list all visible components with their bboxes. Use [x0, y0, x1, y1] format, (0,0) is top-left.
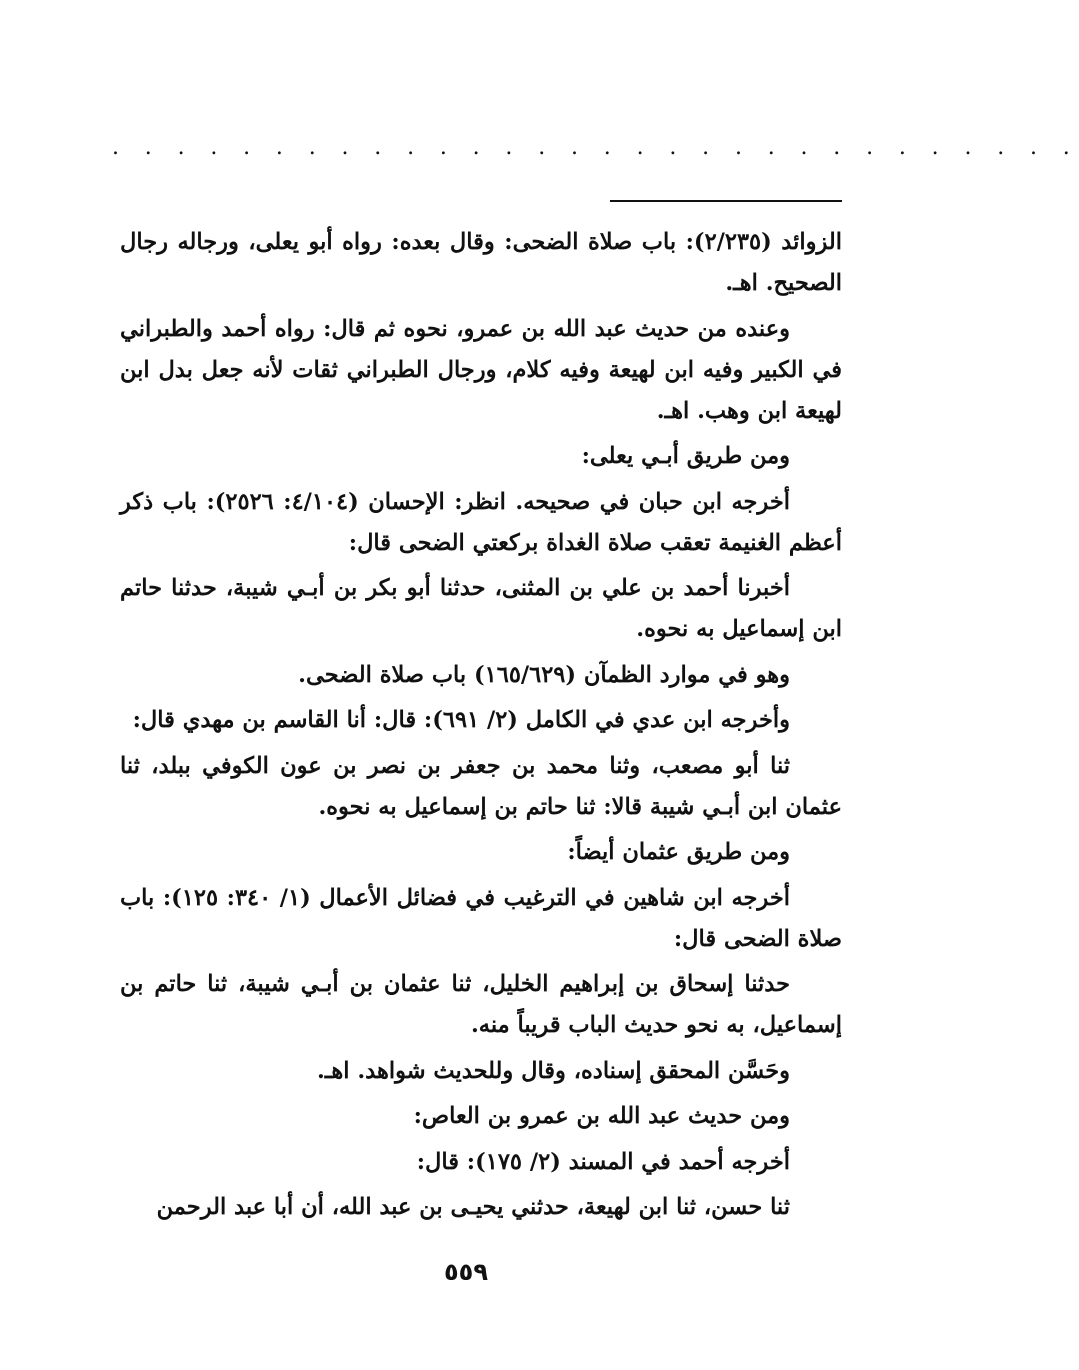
paragraph-ibn-hibban-citation: أخرجه ابن حبان في صحيحه. انظر: الإحسان (٤/١٠٤: ٢٥٢٦): باب ذكر أعظم الغنيمة تعقب صلاة الغداة بركعتي الضحى قال: [120, 488, 842, 556]
paragraph-ibn-shahin-isnad: حدثنا إسحاق بن إبراهيم الخليل، ثنا عثمان بن أبـي شيبة، ثنا حاتم بن إسماعيل، به نحو حديث الباب قريباً منه. [120, 971, 842, 1038]
paragraph-ahmad-isnad: ثنا حسن، ثنا ابن لهيعة، حدثني يحيـى بن عبد الله، أن أبا عبد الرحمن [156, 1194, 790, 1220]
page-number: ٥٥٩ [444, 1258, 488, 1286]
paragraph-mawarid-reference: وهو في موارد الظمآن (١٦٥/٦٢٩) باب صلاة الضحى. [298, 661, 790, 688]
paragraph-abu-yala-route-heading: ومن طريق أبـي يعلى: [581, 443, 790, 469]
paragraph-ibn-adi-citation: وأخرجه ابن عدي في الكامل (٢/ ٦٩١): قال: أنا القاسم بن مهدي قال: [132, 707, 790, 733]
paragraph-ibn-shahin-citation: أخرجه ابن شاهين في الترغيب في فضائل الأعمال (١/ ٣٤٠: ١٢٥): باب صلاة الضحى قال: [120, 884, 842, 952]
paragraph-zawaid-reference: الزوائد (٢/٢٣٥): باب صلاة الضحى: وقال بعده: رواه أبو يعلى، ورجاله رجال الصحيح. اهـ. [120, 229, 842, 296]
paragraph-uthman-route-heading: ومن طريق عثمان أيضاً: [567, 839, 790, 865]
page-body-text [120, 222, 842, 1233]
paragraph-muhaqqiq-grading: وحَسَّن المحقق إسناده، وقال وللحديث شواهد. اهـ. [316, 1057, 790, 1084]
paragraph-abdullah-ibn-amr-narration: وعنده من حديث عبد الله بن عمرو، نحوه ثم قال: رواه أحمد والطبراني في الكبير وفيه ابن لهيعة وفيه كلام، ورجال الطبراني ثقات لأنه جعل بدل ابن لهيعة ابن وهب. اهـ. [120, 315, 842, 424]
paragraph-ibn-al-as-route-heading: ومن حديث عبد الله بن عمرو بن العاص: [413, 1103, 790, 1129]
paragraph-ahmad-musnad-citation: أخرجه أحمد في المسند (٢/ ١٧٥): قال: [416, 1148, 790, 1175]
footnote-separator-rule [610, 200, 842, 202]
ornamental-dot-separator: . . . . . . . . . . . . . . . . . . . . . . . . . . . . . . [112, 135, 1079, 160]
paragraph-ibn-hibban-isnad: أخبرنا أحمد بن علي بن المثنى، حدثنا أبو بكر بن أبـي شيبة، حدثنا حاتم ابن إسماعيل به نحوه. [120, 575, 842, 642]
paragraph-ibn-adi-isnad: ثنا أبو مصعب، وثنا محمد بن جعفر بن نصر بن عون الكوفي ببلد، ثنا عثمان ابن أبـي شيبة قالا: ثنا حاتم بن إسماعيل به نحوه. [120, 752, 842, 820]
